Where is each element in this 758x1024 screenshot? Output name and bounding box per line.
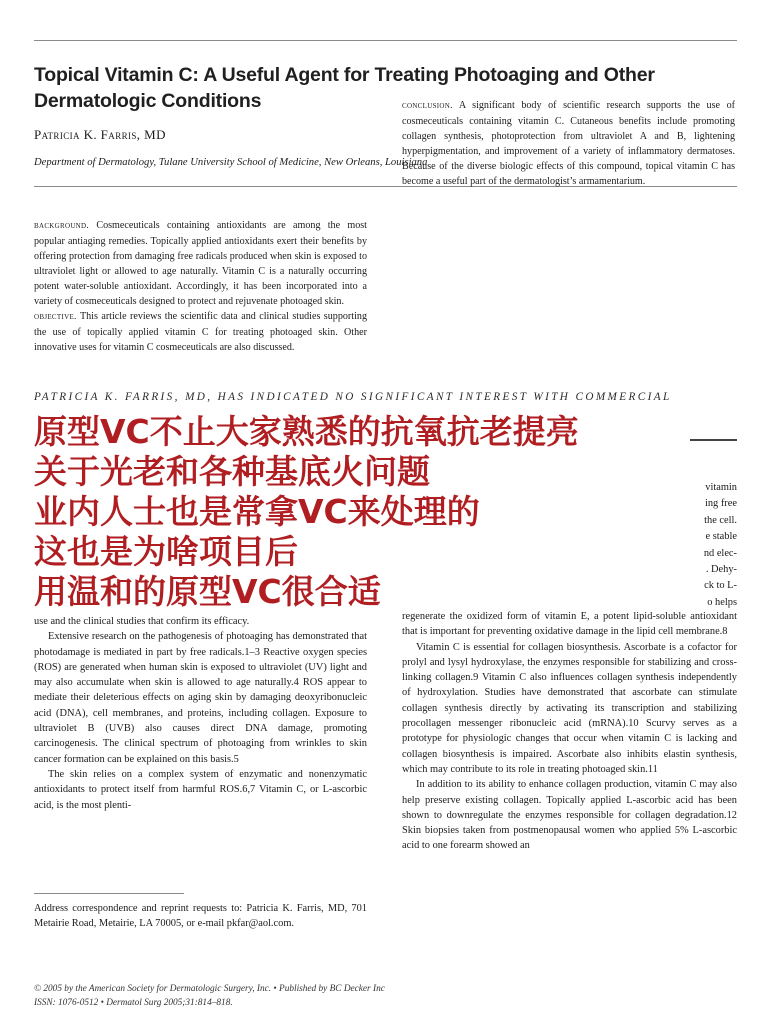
- right-column-fragment: ck to L-: [704, 580, 737, 592]
- author-affiliation: Department of Dermatology, Tulane University School of Medicine, New Orleans, Louisiana: [34, 157, 428, 168]
- abstract-right-column: [402, 100, 735, 368]
- overlay-line: 这也是为啥项目后: [34, 532, 298, 571]
- paragraph-antioxidants: The skin relies on a complex system of enzymatic and nonenzymatic antioxidants to protect itself from harmful ROS.6,7 Vitamin C, or L-ascorbic acid, is the most plenti-: [34, 768, 367, 811]
- right-body-column: [402, 609, 737, 854]
- right-column-fragment: nd elec-: [703, 547, 737, 559]
- overlay-line: 原型VC不止大家熟悉的抗氧抗老提亮: [34, 412, 583, 452]
- background-text: Cosmeceuticals containing antioxidants are among the most popular antiaging remedies. Topically applied antioxidants exert their benefits by offering protection from damaging free radicals produced when skin is exposed to ultraviolet light or allowed to age naturally. Vitamin C is a naturally occurring potent water-soluble antioxidant. Accordingly, it has been incorporated into a variety of cosmeceuticals designed to protect and rejuvenate photoaged skin.: [34, 220, 367, 307]
- right-column-fragment: . Dehy-: [705, 564, 737, 576]
- article-title: Topical Vitamin C: A Useful Agent for Treating Photoaging and Other Dermatologic Conditions: [34, 64, 655, 112]
- chinese-overlay-caption: [34, 412, 583, 612]
- section-rule: [690, 439, 737, 441]
- abstract-left-column: [34, 218, 367, 355]
- journal-footer: [34, 982, 385, 1010]
- paragraph-photoaging: Extensive research on the pathogenesis of photoaging has demonstrated that photodamage is mediated in part by free radicals.1–3 Reactive oxygen species (ROS) are generated when human skin is exposed to ultraviolet (UV) light and may also accumulate when skin is allowed to age naturally.4 ROS appear to mediate their deleterious effects on aging skin by damaging deoxyribonucleic acid (DNA), cell membranes, and proteins, including collagen. Exposure to ultraviolet B (UVB) also causes direct DNA damage, promoting carcinogenesis. The clinical spectrum of photoaging from wrinkles to skin cancer formation can be explained on this basis.5: [34, 631, 367, 765]
- conclusion-label: conclusion.: [402, 101, 453, 111]
- vitamin-e-tail: regenerate the oxidized form of vitamin E, a potent lipid-soluble antioxidant that is important for preventing oxidative damage in the lipid cell membrane.8: [402, 611, 737, 638]
- correspondence-rule: [34, 893, 184, 894]
- issn-line: ISSN: 1076-0512 • Dermatol Surg 2005;31:814–818.: [34, 998, 233, 1008]
- right-column-fragment: the cell.: [704, 514, 737, 526]
- overlay-line: 业内人士也是常拿VC来处理的: [34, 492, 480, 531]
- left-body-column: [34, 614, 367, 876]
- correspondence-address: Address correspondence and reprint requests to: Patricia K. Farris, MD, 701 Metairie Road, Metairie, LA 70005, or e-mail pkfar@aol.com.: [34, 903, 367, 930]
- author-name: Patricia K. Farris, MD: [34, 127, 166, 142]
- paragraph-preserve-collagen: In addition to its ability to enhance collagen production, vitamin C may also help preserve existing collagen. Topically applied L-ascorbic acid has been shown to downregulate the enzymes responsible for collagen degradation.12 Skin biopsies taken from postmenopausal women who applied 5% L-ascorbic acid to one forearm showed an: [402, 779, 737, 852]
- paragraph-collagen: Vitamin C is essential for collagen biosynthesis. Ascorbate is a cofactor for prolyl and lysyl hydroxylase, the enzymes responsible for stabilizing and cross-linking collagen.9 Vitamin C also influences collagen synthesis independently of hydroxylation. Studies have demonstrated that ascorbate can stimulate collagen synthesis directly by activating its transcription and stabilizing procollagen messenger ribonucleic acid (mRNA).10 Scurvy serves as a prototype for physiologic changes that occur when vitamin C is lacking and collagen biosynthesis is impaired. Ascorbate also inhibits elastin synthesis, which may contribute to its role in treating photoaged skin.11: [402, 641, 737, 775]
- objective-text: This article reviews the scientific data and clinical studies supporting the use of topically applied vitamin C for treating photoaged skin. Other innovative uses for vitamin C cosmeceuticals are also discussed.: [34, 311, 367, 353]
- right-column-fragment: ing free: [704, 498, 737, 510]
- intro-end: use and the clinical studies that confirm its efficacy.: [34, 616, 250, 627]
- objective-label: objective.: [34, 312, 77, 322]
- disclosure-statement: PATRICIA K. FARRIS, MD, HAS INDICATED NO SIGNIFICANT INTEREST WITH COMMERCIAL: [34, 391, 672, 403]
- background-label: background.: [34, 221, 90, 231]
- conclusion-text: A significant body of scientific research supports the use of cosmeceuticals containing vitamin C. Cutaneous benefits include promoting collagen synthesis, photoprotection from ultraviolet A and B, lightening hyperpigmentation, and improvement of a variety of inflammatory dermatoses. Because of the diverse biologic effects of this compound, topical vitamin C has become a useful part of the dermatologist’s armamentarium.: [402, 100, 735, 187]
- copyright-line: © 2005 by the American Society for Dermatologic Surgery, Inc. • Published by BC Decker Inc: [34, 984, 385, 994]
- overlay-line: 用温和的原型VC很合适: [34, 572, 381, 611]
- right-column-fragment: e stable: [705, 531, 737, 543]
- overlay-line: 关于光老和各种基底火问题: [34, 452, 430, 491]
- top-rule: [34, 40, 737, 41]
- right-column-fragment: vitamin: [705, 482, 737, 493]
- right-column-fragment: o helps: [707, 596, 737, 608]
